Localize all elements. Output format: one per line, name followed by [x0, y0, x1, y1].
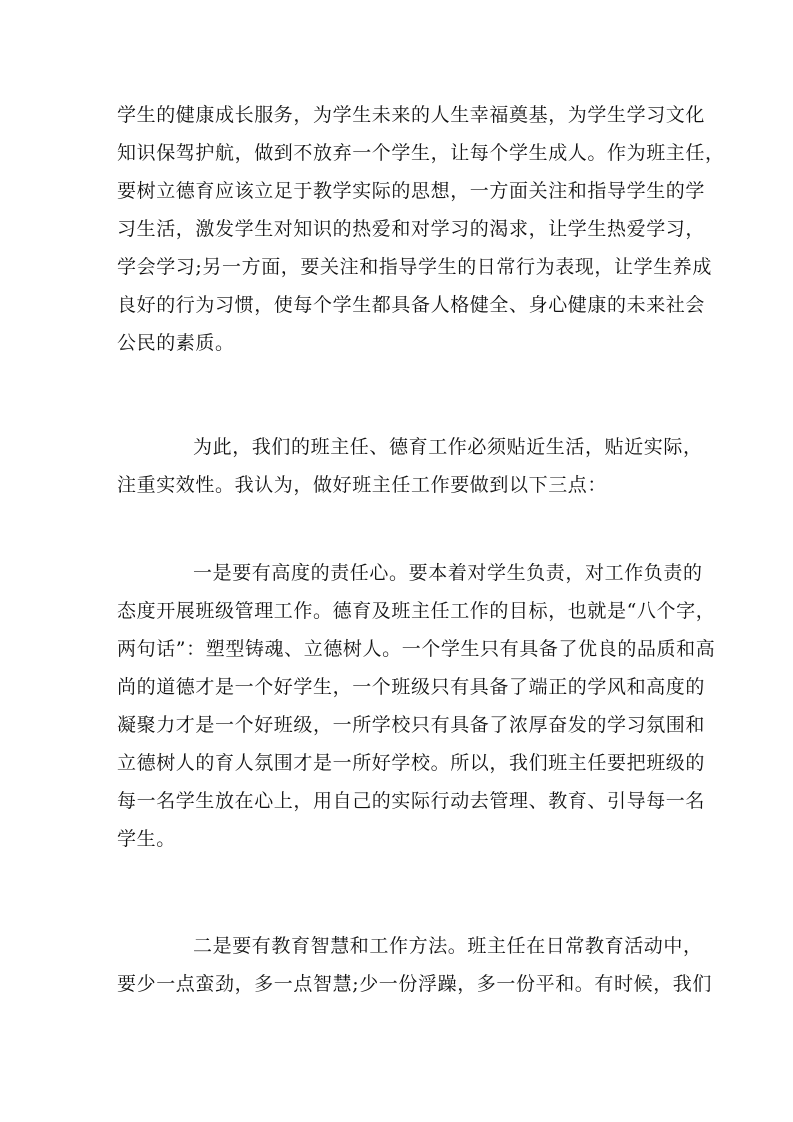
paragraph-line: 要树立德育应该立足于教学实际的思想，一方面关注和指导学生的学 — [117, 180, 706, 202]
paragraph-line: 为此，我们的班主任、德育工作必须贴近生活，贴近实际， — [193, 436, 703, 458]
paragraph-line: 二是要有教育智慧和工作方法。班主任在日常教育活动中， — [193, 935, 703, 957]
paragraph-line: 每一名学生放在心上，用自己的实际行动去管理、教育、引导每一名 — [117, 790, 706, 812]
paragraph-line: 公民的素质。 — [117, 332, 235, 354]
paragraph-line: 一是要有高度的责任心。要本着对学生负责，对工作负责的 — [193, 562, 703, 584]
paragraph-line: 知识保驾护航，做到不放弃一个学生，让每个学生成人。作为班主任， — [117, 142, 725, 164]
paragraph-4 — [117, 927, 713, 1003]
paragraph-3 — [117, 554, 716, 858]
paragraph-line: 学生的健康成长服务，为学生未来的人生幸福奠基，为学生学习文化 — [117, 104, 706, 126]
paragraph-line: 习生活，激发学生对知识的热爱和对学习的渴求，让学生热爱学习， — [117, 218, 706, 240]
paragraph-2 — [117, 428, 703, 504]
paragraph-line: 立德树人的育人氛围才是一所好学校。所以，我们班主任要把班级的 — [117, 752, 706, 774]
paragraph-line: 学会学习;另一方面，要关注和指导学生的日常行为表现，让学生养成 — [117, 256, 713, 278]
paragraph-line: 良好的行为习惯，使每个学生都具备人格健全、身心健康的未来社会 — [117, 294, 706, 316]
paragraph-line: 要少一点蛮劲，多一点智慧;少一份浮躁，多一份平和。有时候，我们 — [117, 973, 713, 995]
paragraph-line: 尚的道德才是一个好学生，一个班级只有具备了端正的学风和高度的 — [117, 676, 706, 698]
paragraph-line: 凝聚力才是一个好班级，一所学校只有具备了浓厚奋发的学习氛围和 — [117, 714, 706, 736]
paragraph-line: 两句话”：塑型铸魂、立德树人。一个学生只有具备了优良的品质和高 — [117, 638, 716, 660]
paragraph-line: 学生。 — [117, 828, 176, 850]
paragraph-line: 注重实效性。我认为，做好班主任工作要做到以下三点： — [117, 474, 608, 496]
paragraph-1 — [117, 96, 725, 362]
paragraph-line: 态度开展班级管理工作。德育及班主任工作的目标，也就是“八个字， — [117, 600, 716, 622]
